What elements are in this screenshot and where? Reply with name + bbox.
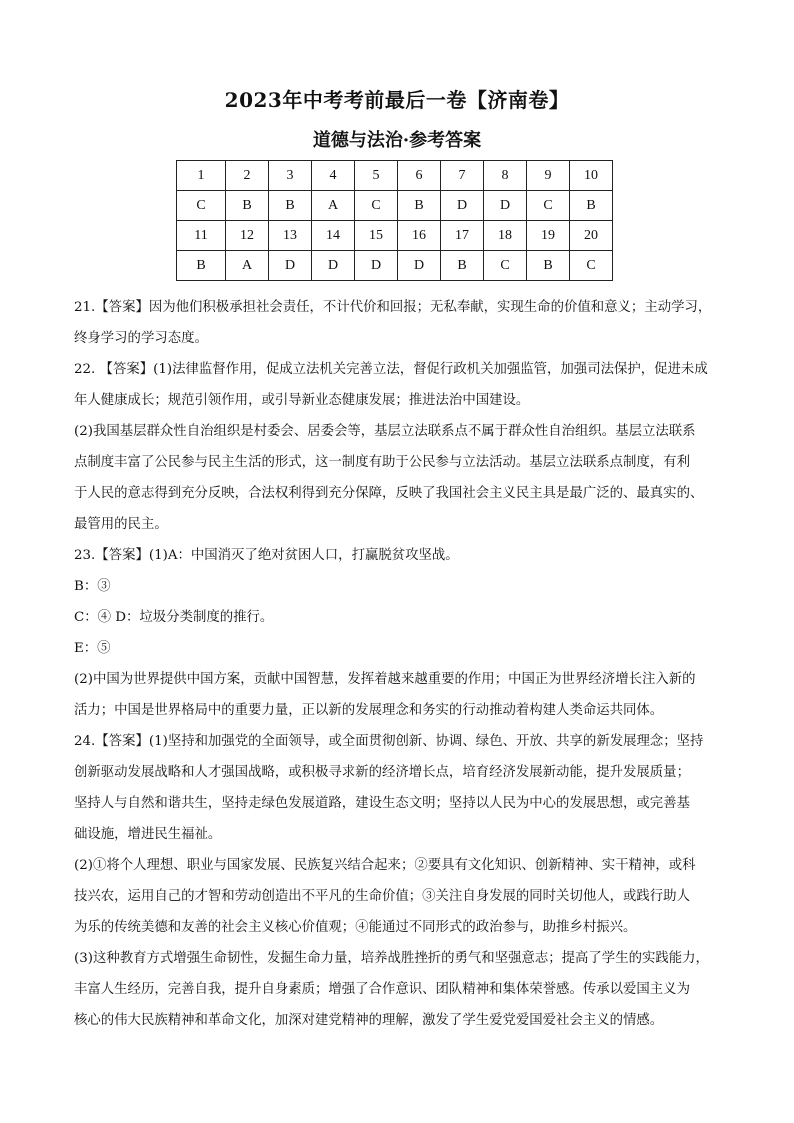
answer-line: 24.【答案】(1)坚持和加强党的全面领导，或全面贯彻创新、协调、绿色、开放、共享的新发展理念；坚持 (74, 734, 704, 749)
answer-letter-cell: B (398, 191, 441, 221)
question-number-cell: 18 (484, 221, 527, 251)
answer-text (74, 292, 724, 1036)
answer-line: 于人民的意志得到充分反映，合法权利得到充分保障，反映了我国社会主义民主具是最广泛的、最真实的、 (74, 486, 704, 501)
question-number-cell: 3 (269, 161, 312, 191)
answer-letter-cell: B (177, 251, 226, 281)
answer-line: 活力；中国是世界格局中的重要力量，正以新的发展理念和务实的行动推动着构建人类命运共同体。 (74, 703, 664, 718)
question-number-cell: 12 (226, 221, 269, 251)
page-title: 2023年中考考前最后一卷【济南卷】 (224, 88, 570, 112)
question-number-cell: 17 (441, 221, 484, 251)
answer-letter-cell: B (570, 191, 613, 221)
answer-table (176, 160, 613, 281)
answer-letter-cell: D (441, 191, 484, 221)
answer-line: 技兴农，运用自己的才智和劳动创造出不平凡的生命价值；③关注自身发展的同时关切他人，或践行助人 (74, 889, 690, 904)
answer-line: 最管用的民主。 (74, 517, 168, 532)
question-number-cell: 8 (484, 161, 527, 191)
answer-line: E：⑤ (74, 641, 111, 656)
question-number-cell: 19 (527, 221, 570, 251)
answer-line: B：③ (74, 579, 111, 594)
question-number-cell: 16 (398, 221, 441, 251)
answer-letter-cell: A (226, 251, 269, 281)
answer-line: 年人健康成长；规范引领作用，或引导新业态健康发展；推进法治中国建设。 (74, 393, 530, 408)
answer-letter-cell: C (484, 251, 527, 281)
answer-letter-cell: D (355, 251, 398, 281)
answer-letter-cell: C (527, 191, 570, 221)
question-number-cell: 13 (269, 221, 312, 251)
answer-line: 坚持人与自然和谐共生，坚持走绿色发展道路，建设生态文明；坚持以人民为中心的发展思想，或完善基 (74, 796, 690, 811)
question-number-cell: 4 (312, 161, 355, 191)
answer-line: 核心的伟大民族精神和革命文化，加深对建党精神的理解，激发了学生爱党爱国爱社会主义的情感。 (74, 1013, 664, 1028)
answer-line: (2)中国为世界提供中国方案，贡献中国智慧，发挥着越来越重要的作用；中国正为世界经济增长注入新的 (74, 672, 696, 687)
answer-line: (2)我国基层群众性自治组织是村委会、居委会等，基层立法联系点不属于群众性自治组织。基层立法联系 (74, 424, 696, 439)
answer-letter-cell: B (269, 191, 312, 221)
answer-letter-cell: D (312, 251, 355, 281)
answer-table-row (177, 221, 613, 251)
answer-line: 为乐的传统美德和友善的社会主义核心价值观；④能通过不同形式的政治参与，助推乡村振兴。 (74, 920, 637, 935)
answer-line: (2)①将个人理想、职业与国家发展、民族复兴结合起来；②要具有文化知识、创新精神、实干精神，或科 (74, 858, 696, 873)
page-subtitle: 道德与法治·参考答案 (312, 130, 482, 151)
question-number-cell: 5 (355, 161, 398, 191)
answer-line: (3)这种教育方式增强生命韧性，发掘生命力量，培养战胜挫折的勇气和坚强意志；提高了学生的实践能力， (74, 951, 709, 966)
answer-letter-cell: D (269, 251, 312, 281)
answer-table-row (177, 161, 613, 191)
answer-letter-cell: B (226, 191, 269, 221)
answer-table-row (177, 191, 613, 221)
answer-letter-cell: C (355, 191, 398, 221)
question-number-cell: 1 (177, 161, 226, 191)
answer-line: C：④ D：垃圾分类制度的推行。 (74, 610, 274, 625)
question-number-cell: 10 (570, 161, 613, 191)
answer-letter-cell: C (570, 251, 613, 281)
answer-letter-cell: C (177, 191, 226, 221)
answer-line: 21.【答案】因为他们积极承担社会责任，不计代价和回报；无私奉献，实现生命的价值和意义；主动学习， (74, 300, 712, 315)
answer-letter-cell: B (527, 251, 570, 281)
question-number-cell: 6 (398, 161, 441, 191)
question-number-cell: 15 (355, 221, 398, 251)
answer-line: 创新驱动发展战略和人才强国战略，或积极寻求新的经济增长点，培育经济发展新动能，提升发展质量； (74, 765, 690, 780)
question-number-cell: 11 (177, 221, 226, 251)
answer-line: 终身学习的学习态度。 (74, 331, 208, 346)
question-number-cell: 7 (441, 161, 484, 191)
answer-letter-cell: D (484, 191, 527, 221)
answer-line: 22. 【答案】(1)法律监督作用，促成立法机关完善立法，督促行政机关加强监管，加强司法保护，促进未成 (74, 362, 708, 377)
question-number-cell: 2 (226, 161, 269, 191)
answer-line: 础设施，增进民生福祉。 (74, 827, 222, 842)
answer-letter-cell: A (312, 191, 355, 221)
answer-line: 23.【答案】(1)A：中国消灭了绝对贫困人口，打赢脱贫攻坚战。 (74, 548, 459, 563)
answer-letter-cell: B (441, 251, 484, 281)
answer-letter-cell: D (398, 251, 441, 281)
question-number-cell: 20 (570, 221, 613, 251)
answer-line: 丰富人生经历，完善自我，提升自身素质；增强了合作意识、团队精神和集体荣誉感。传承以爱国主义为 (74, 982, 690, 997)
answer-table-row (177, 251, 613, 281)
question-number-cell: 14 (312, 221, 355, 251)
question-number-cell: 9 (527, 161, 570, 191)
answer-line: 点制度丰富了公民参与民主生活的形式，这一制度有助于公民参与立法活动。基层立法联系点制度，有利 (74, 455, 690, 470)
